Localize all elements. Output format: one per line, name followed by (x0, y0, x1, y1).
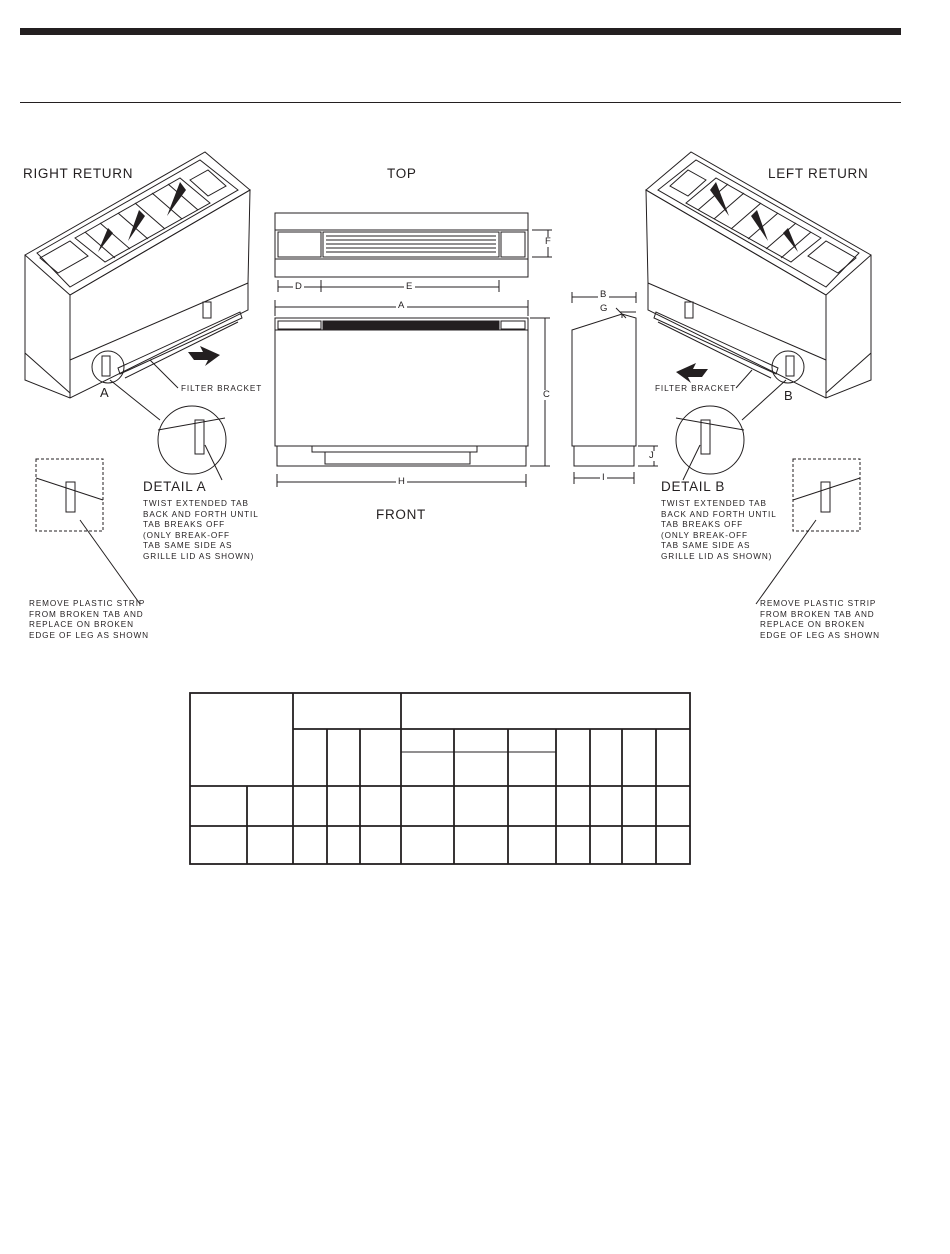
filter-bracket-label-left: FILTER BRACKET (181, 384, 263, 393)
dimension-label-d: D (295, 281, 303, 292)
callout-b: B (784, 388, 794, 403)
front-view (275, 300, 550, 487)
detail-a-title: DETAIL A (143, 479, 207, 494)
filter-bracket-label-right: FILTER BRACKET (655, 384, 737, 393)
remove-strip-note-right: REMOVE PLASTIC STRIP FROM BROKEN TAB AND REPLACE ON BROKEN EDGE OF LEG AS SHOWN (760, 599, 880, 640)
detail-a-text: TWIST EXTENDED TAB BACK AND FORTH UNTIL TAB BREAKS OFF (ONLY BREAK-OFF TAB SAME SIDE AS GRILLE LID AS SHOWN) (143, 499, 259, 561)
dimension-label-a: A (398, 300, 405, 311)
dimension-label-f: F (545, 236, 552, 247)
dimension-label-c: C (543, 389, 551, 400)
dimension-label-e: E (406, 281, 413, 292)
left-return-title: LEFT RETURN (768, 166, 869, 181)
dimension-label-g: G (600, 303, 608, 314)
detail-b-title: DETAIL B (661, 479, 726, 494)
detail-b-magnifier (676, 380, 786, 480)
detail-a-inset (36, 459, 140, 604)
dimension-label-j: J (649, 450, 655, 461)
top-view-title: TOP (387, 166, 417, 181)
side-view (572, 289, 658, 484)
right-return-title: RIGHT RETURN (23, 166, 134, 181)
dimension-label-b: B (600, 289, 607, 300)
detail-a-magnifier (110, 380, 226, 480)
front-view-title: FRONT (376, 507, 426, 522)
spec-table (190, 693, 690, 864)
top-view (275, 213, 552, 292)
dimension-label-h: H (398, 476, 406, 487)
dimension-label-i: I (602, 472, 605, 483)
remove-strip-note-left: REMOVE PLASTIC STRIP FROM BROKEN TAB AND REPLACE ON BROKEN EDGE OF LEG AS SHOWN (29, 599, 149, 640)
right-return-isometric (25, 152, 250, 398)
callout-a: A (100, 385, 110, 400)
detail-b-text: TWIST EXTENDED TAB BACK AND FORTH UNTIL TAB BREAKS OFF (ONLY BREAK-OFF TAB SAME SIDE AS GRILLE LID AS SHOWN) (661, 499, 777, 561)
left-return-isometric (646, 152, 871, 398)
